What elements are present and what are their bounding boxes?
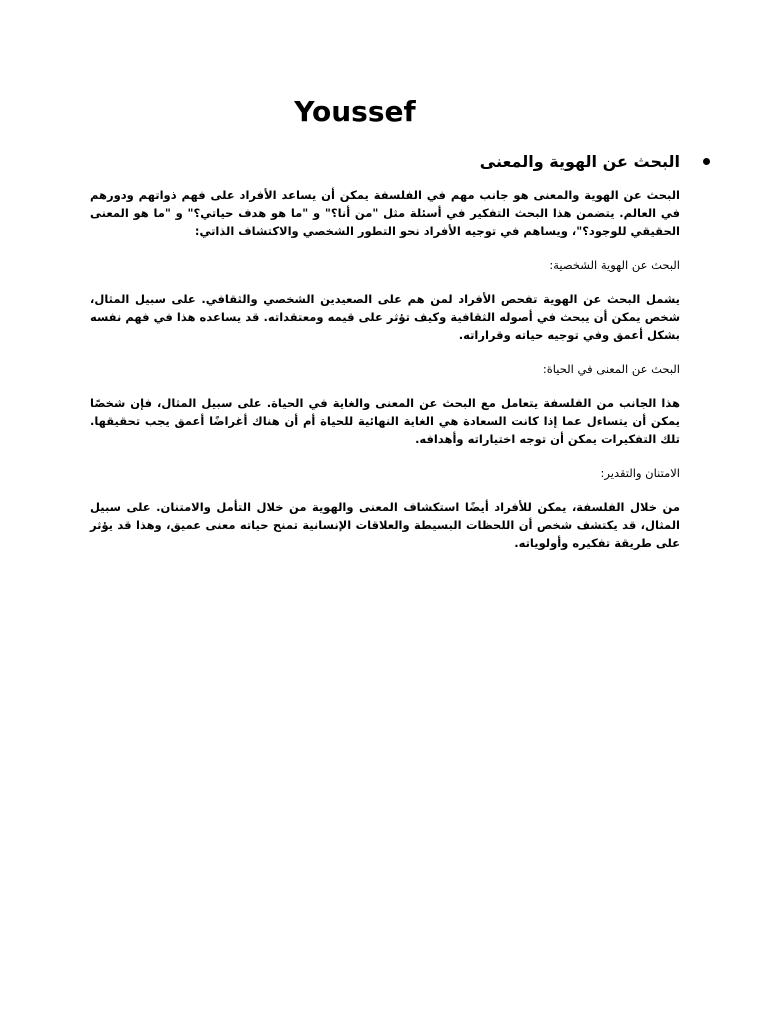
section-heading: البحث عن الهوية والمعنى — [479, 152, 680, 171]
bullet-icon — [703, 158, 710, 165]
subsection-label-meaning: البحث عن المعنى في الحياة: — [542, 362, 680, 376]
subsection-label-gratitude: الامتنان والتقدير: — [600, 466, 680, 480]
section-heading-row — [90, 150, 710, 178]
subsection-label-identity: البحث عن الهوية الشخصية: — [549, 258, 680, 272]
document-body — [90, 186, 680, 568]
intro-paragraph: البحث عن الهوية والمعنى هو جانب مهم في الفلسفة يمكن أن يساعد الأفراد على فهم ذواتهم ودورهم في العالم. يتضمن هذا البحث التفكير في أسئلة مثل "من أنا؟" و "ما هو هدف حياتي؟" و "ما هو المعنى الحقيقي للوجود؟"، ويساهم في توجيه الأفراد نحو التطور الشخصي والاكتشاف الذاتي: — [90, 188, 680, 238]
subsection-text-meaning: هذا الجانب من الفلسفة يتعامل مع البحث عن المعنى والغاية في الحياة. على سبيل المثال، فإن شخصًا يمكن أن يتساءل عما إذا كانت السعادة هي الغاية النهائية للحياة أم أن هناك أغراضًا أعمق يجب تحقيقها. تلك التفكيرات يمكن أن توجه اختياراته وأهدافه. — [90, 396, 680, 446]
subsection-text-identity: يشمل البحث عن الهوية تفحص الأفراد لمن هم على الصعيدين الشخصي والثقافي. على سبيل المثال، شخص يمكن أن يبحث في أصوله الثقافية وكيف تؤثر على قيمه ومعتقداته. قد يساعده هذا في فهم نفسه بشكل أعمق وفي توجيه حياته وقراراته. — [90, 292, 680, 342]
document-title: Youssef — [294, 95, 416, 128]
subsection-text-gratitude: من خلال الفلسفة، يمكن للأفراد أيضًا استكشاف المعنى والهوية من خلال التأمل والامتنان. على سبيل المثال، قد يكتشف شخص أن اللحظات البسيطة والعلاقات الإنسانية تمنح حياته معنى عميق، وهذا قد يؤثر على طريقة تفكيره وأولوياته. — [90, 500, 680, 550]
